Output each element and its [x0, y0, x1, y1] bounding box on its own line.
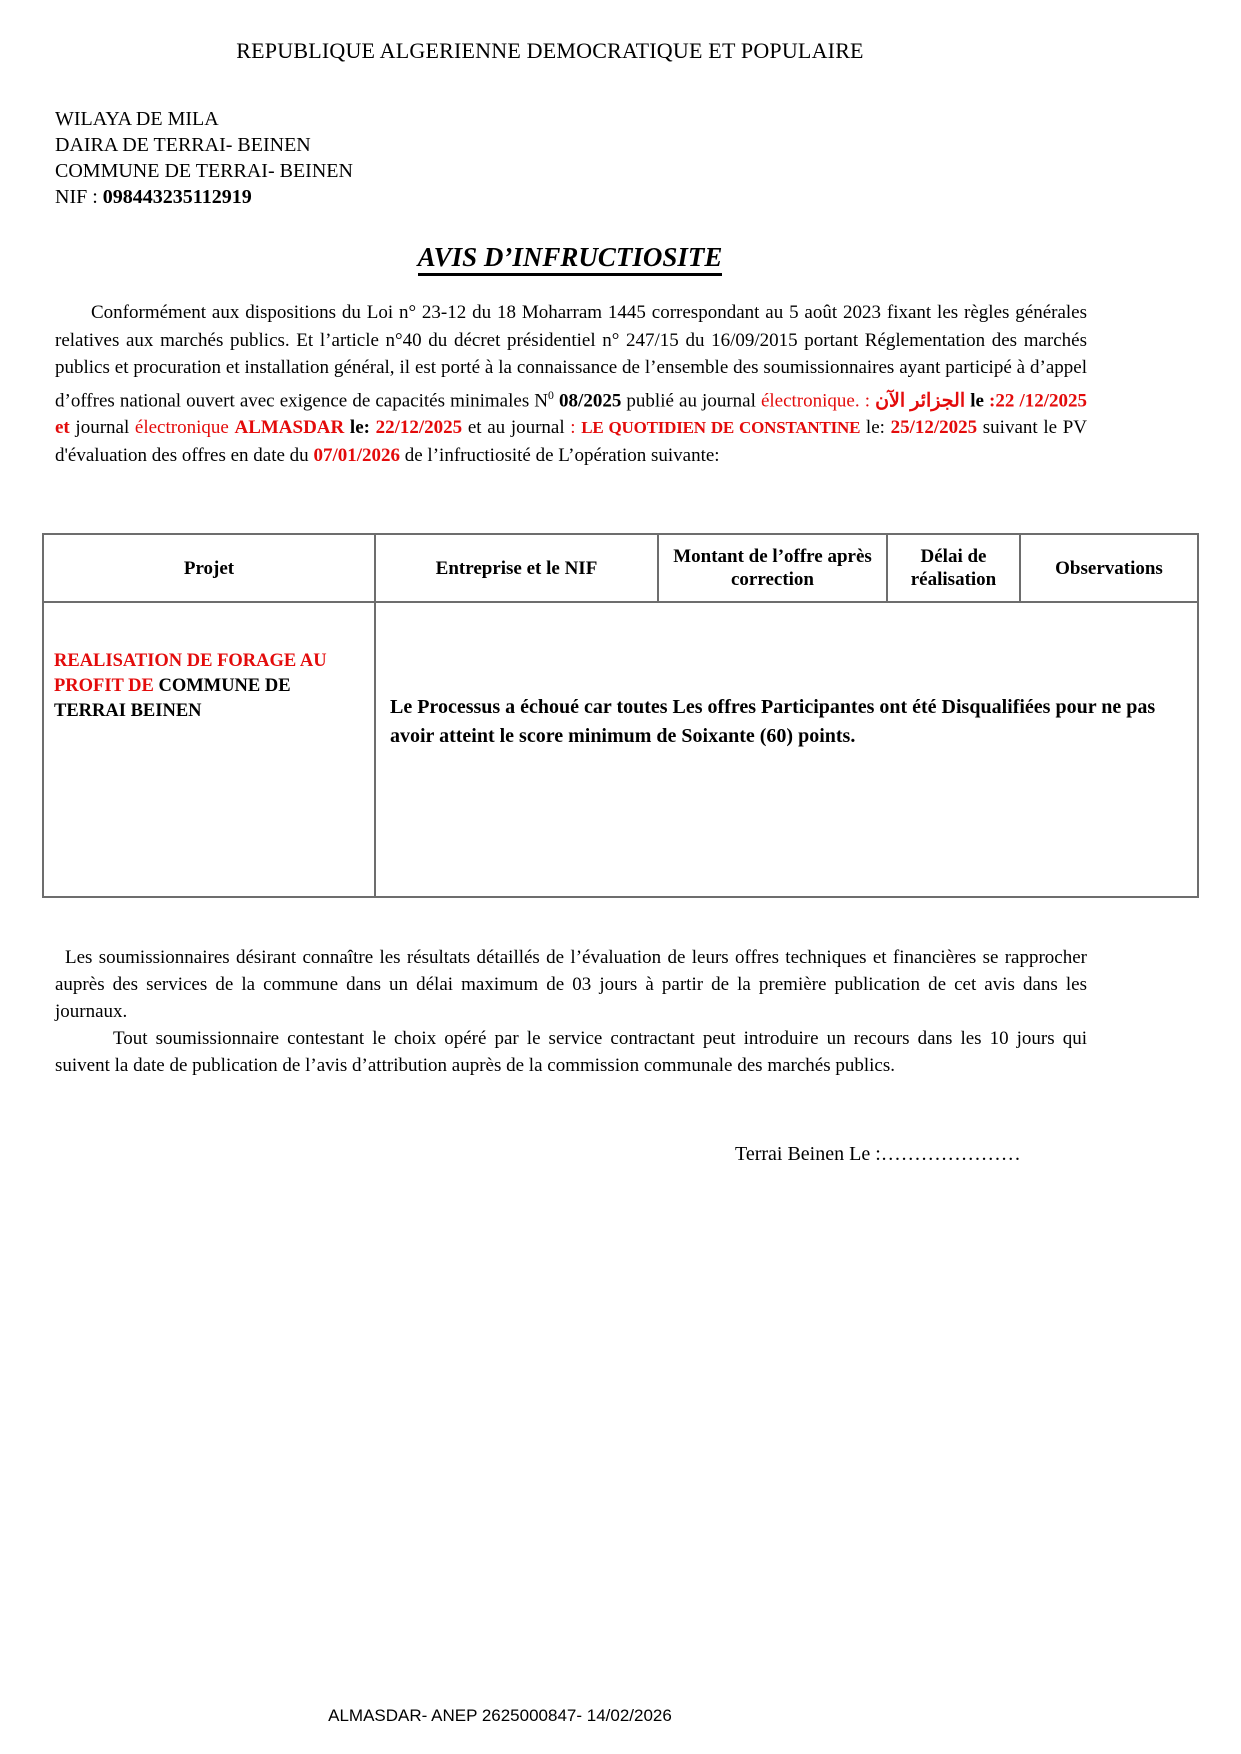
- org-block: [55, 106, 1241, 210]
- signature-line: Terrai Beinen Le :…………………: [735, 1143, 1021, 1166]
- cell-projet: REALISATION DE FORAGE AU PROFIT DE COMMUNE DE TERRAI BEINEN: [43, 602, 375, 897]
- intro-paragraph: Conformément aux dispositions du Loi n° 23-12 du 18 Moharram 1445 correspondant au 5 août 2023 fixant les règles générales relatives aux marchés publics. Et l’article n°40 du décret présidentiel n° 247/15 du 16/09/2015 portant Réglementation des marchés publics et procuration et installation général, il est porté à la connaissance de l’ensemble des soumissionnaires ayant participé à d’appel d’offres national ouvert avec exigence de capacités minimales $N^0$ 08/2025 publié au journal électronique. : الجزائر الآن le :22 /12/2025 et journal électronique ALMASDAR le: 22/12/2025 et au journal : LE QUOTIDIEN DE CONSTANTINE le: 25/12/2025 suivant le PV d'évaluation des offres en date du 07/01/2026 de l’infructiosité de L’opération suivante:: [55, 302, 1088, 466]
- col-header-observations: Observations: [1020, 534, 1198, 602]
- org-commune: COMMUNE DE TERRAI- BEINEN: [55, 160, 353, 182]
- recours-paragraph: Tout soumissionnaire contestant le choix opéré par le service contractant peut introduire un recours dans les 10 jours qui suivent la date de publication de l’avis d’attribution auprès de la commission communale des marchés publics.: [55, 1028, 1087, 1077]
- cell-result-merged: Le Processus a échoué car toutes Les offres Participantes ont été Disqualifiées pour ne pas avoir atteint le score minimum de Soixante (60) points.: [375, 602, 1198, 897]
- col-header-montant-offre: Montant de l’offre après correction: [658, 534, 887, 602]
- document-title-text: AVIS D’INFRUCTIOSITE: [418, 242, 723, 276]
- republic-header: REPUBLIQUE ALGERIENNE DEMOCRATIQUE ET POPULAIRE: [236, 38, 864, 63]
- org-wilaya: WILAYA DE MILA: [55, 108, 219, 130]
- col-header-entreprise-nif: Entreprise et le NIF: [375, 534, 658, 602]
- table-header-row: [43, 534, 1198, 602]
- org-daira: DAIRA DE TERRAI- BEINEN: [55, 134, 311, 156]
- nif-label: NIF :: [55, 186, 103, 208]
- footer-anep: ALMASDAR- ANEP 2625000847- 14/02/2026: [328, 1706, 672, 1725]
- table-row: [43, 602, 1198, 897]
- document-title: [0, 242, 1140, 273]
- col-header-projet: Projet: [43, 534, 375, 602]
- results-table: [42, 533, 1199, 898]
- nif-value: 098443235112919: [102, 186, 252, 208]
- info-paragraph: Les soumissionnaires désirant connaître les résultats détaillés de l’évaluation de leurs offres techniques et financières se rapprocher auprès des services de la commune dans un délai maximum de 03 jours à partir de la première publication de cet avis dans les journaux.: [55, 947, 1087, 1023]
- org-nif: [55, 184, 1241, 210]
- col-header-delai: Délai de réalisation: [887, 534, 1020, 602]
